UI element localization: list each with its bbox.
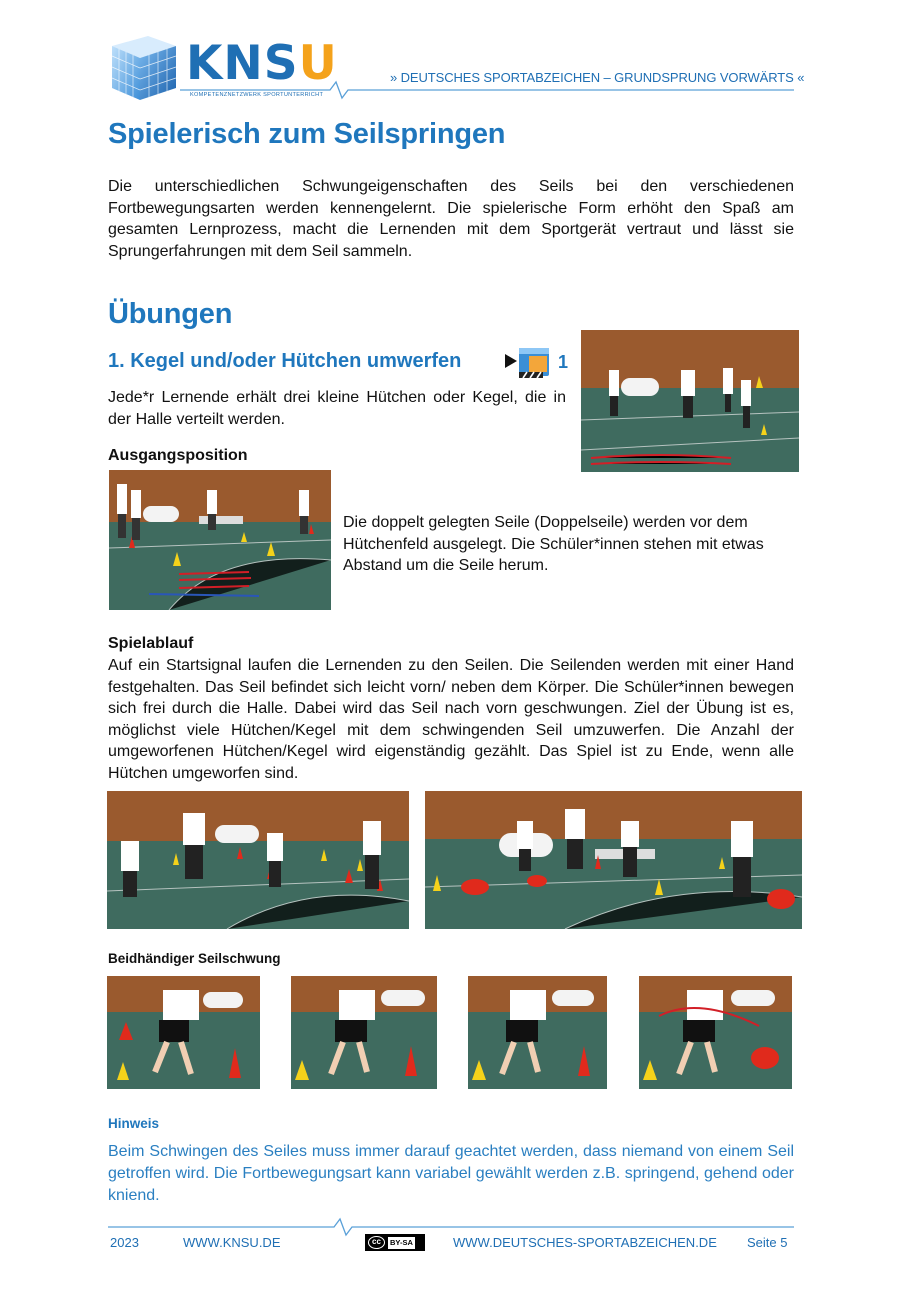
label-ausgangsposition: Ausgangsposition: [108, 447, 248, 464]
exercise-intro: Jede*r Lernende erhält drei kleine Hütchen oder Kegel, die in der Halle verteilt werden.: [108, 389, 566, 428]
photo-start-position: [109, 470, 331, 610]
header-title: » DEUTSCHES SPORTABZEICHEN – GRUNDSPRUNG VORWÄRTS «: [390, 70, 805, 85]
page-number: Seite 5: [747, 1235, 788, 1250]
photo-swing-2: [291, 976, 437, 1089]
photo-action-right: [425, 791, 802, 929]
logo-wordmark: KNSU: [186, 36, 338, 91]
section-title-uebungen: Übungen: [108, 298, 233, 330]
photo-swing-1: [107, 976, 260, 1089]
start-position-text: Die doppelt gelegten Seile (Doppelseile) werden vor dem Hütchenfeld ausgelegt. Die Schüler*innen stehen mit etwas Abstand um die Seile herum.: [343, 514, 764, 575]
intro-paragraph: Die unterschiedlichen Schwungeigenschaften des Seils bei den verschiedenen Fortbewegungsarten werden kennengelernt. Die spielerische Form erhöht den Spaß am gesamten Lernprozess, macht die Lernenden mit dem Sportgerät vertraut und lässt sie Sprungerfahrungen mit dem Seil sammeln.: [108, 178, 794, 260]
video-clapper-icon[interactable]: [505, 344, 553, 380]
footer-link-knsu[interactable]: WWW.KNSU.DE: [183, 1235, 281, 1250]
photo-swing-4: [639, 976, 792, 1089]
license-text: BY-SA: [390, 1237, 413, 1247]
hint-text: Beim Schwingen des Seiles muss immer darauf geachtet werden, dass niemand von einem Seil getroffen wird. Die Fortbewegungsart kann variabel gewählt werden z.B. springend, gehend oder kniend.: [108, 1143, 794, 1204]
video-number[interactable]: 1: [558, 352, 569, 372]
cc-license-badge[interactable]: [365, 1234, 425, 1251]
footer-pulse-line: [108, 1215, 794, 1237]
footer-link-sportabzeichen[interactable]: WWW.DEUTSCHES-SPORTABZEICHEN.DE: [453, 1235, 717, 1250]
page-title: Spielerisch zum Seilspringen: [108, 118, 506, 150]
cube-logo-icon: [108, 32, 180, 102]
label-swing: Beidhändiger Seilschwung: [108, 951, 281, 966]
photo-action-left: [107, 791, 409, 929]
logo-subtitle: KOMPETENZNETZWERK SPORTUNTERRICHT: [190, 92, 324, 98]
label-spielablauf: Spielablauf: [108, 635, 194, 652]
game-flow-text: Auf ein Startsignal laufen die Lernenden zu den Seilen. Die Seilenden werden mit einer Hand festgehalten. Das Seil befindet sich leicht vorn/ neben dem Körper. Die Schüler*innen bewegen sich frei durch die Halle. Dabei wird das Seil nach vorn geschwungen. Ziel der Übung ist es, möglichst viele Hütchen/Kegel mit dem schwingenden Seil umzuwerfen. Die Anzahl der umgeworfenen Hütchen/Kegel wird eigenständig gezählt. Das Spiel ist zu Ende, wenn alle Hütchen umgeworfen sind.: [108, 657, 794, 782]
exercise-title: 1. Kegel und/oder Hütchen umwerfen: [108, 350, 462, 372]
cc-icon: cc: [368, 1236, 385, 1249]
footer-year: 2023: [110, 1235, 139, 1250]
photo-swing-3: [468, 976, 607, 1089]
label-hinweis: Hinweis: [108, 1116, 160, 1131]
photo-gym-overview: [581, 330, 799, 472]
